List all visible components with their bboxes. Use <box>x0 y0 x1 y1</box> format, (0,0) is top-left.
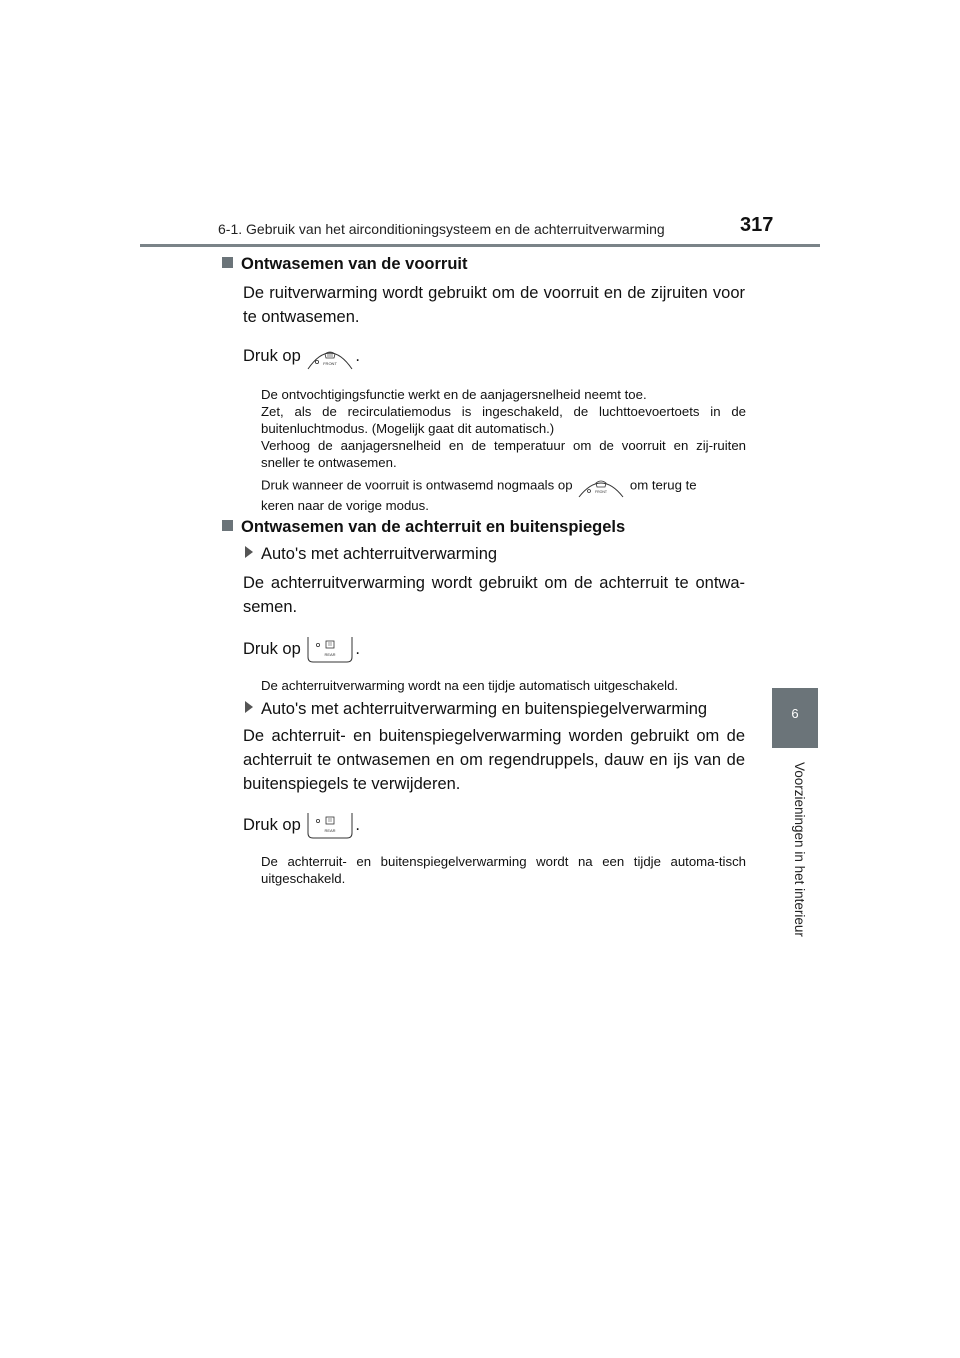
svg-text:FRONT: FRONT <box>595 490 608 494</box>
square-bullet-icon <box>222 257 233 268</box>
section-front-body: De ruitverwarming wordt gebruikt om de voorruit en de zijruiten voor te ontwasemen. <box>243 284 745 326</box>
svg-text:REAR: REAR <box>324 651 336 657</box>
chapter-tab-label: Voorzieningen in het interieur <box>792 762 807 937</box>
note-increase-speed: Verhoog de aanjagersnelheid en de temperatuur om de voorruit en zij-ruiten sneller te ontwasemen. <box>261 438 746 470</box>
press-rear-mirrors-instruction: Druk op REAR . <box>243 810 360 840</box>
note-press-again: Druk wanneer de voorruit is ontwasemd nogmaals op FRONT om terug te <box>261 474 697 498</box>
rear-only-body: De achterruitverwarming wordt gebruikt om de achterruit te ontwa-semen. <box>243 574 745 616</box>
header-divider <box>140 244 820 247</box>
chapter-tab-number: 6 <box>791 706 799 721</box>
rear-mirrors-body: De achterruit- en buitenspiegelverwarming worden gebruikt om de achterruit te ontwasemen en om regendruppels, dauw en ijs van de buitenspiegels te verwijderen. <box>243 727 745 793</box>
press-rear-instruction: Druk op REAR . <box>243 634 360 664</box>
rear-defrost-button-icon <box>305 811 355 841</box>
subheading-rear-only: Auto's met achterruitverwarming <box>245 545 497 564</box>
chapter-tab <box>772 688 818 748</box>
note-recirculation: Zet, als de recirculatiemodus is ingeschakeld, de luchttoevoertoets in de buitenluchtmodus. (Mogelijk gaat dit automatisch.) <box>261 404 746 436</box>
front-defrost-button-icon-small <box>576 474 626 498</box>
svg-text:REAR: REAR <box>324 827 336 833</box>
section-header-title: 6-1. Gebruik van het airconditioningsysteem en de achterruitverwarming <box>218 221 665 237</box>
front-defrost-button-icon <box>305 343 355 371</box>
section-heading-rear: Ontwasemen van de achterruit en buitenspiegels <box>222 518 625 537</box>
note-rear-mirrors-auto-off: De achterruit- en buitenspiegelverwarming wordt na een tijdje automa-tisch uitgeschakeld. <box>261 854 746 886</box>
triangle-bullet-icon <box>245 701 253 713</box>
note-rear-auto-off: De achterruitverwarming wordt na een tijdje automatisch uitgeschakeld. <box>261 678 679 693</box>
section-heading-front: Ontwasemen van de voorruit <box>222 255 467 274</box>
page-number: 317 <box>740 214 774 236</box>
svg-text:FRONT: FRONT <box>323 360 338 366</box>
subheading-rear-and-mirrors: Auto's met achterruitverwarming en buitenspiegelverwarming <box>245 700 707 719</box>
rear-defrost-button-icon <box>305 635 355 665</box>
square-bullet-icon <box>222 520 233 531</box>
press-front-instruction: Druk op FRONT . <box>243 341 360 371</box>
note-dehumidify: De ontvochtigingsfunctie werkt en de aanjagersnelheid neemt toe. <box>261 387 647 402</box>
note-return-mode: keren naar de vorige modus. <box>261 498 429 513</box>
triangle-bullet-icon <box>245 546 253 558</box>
